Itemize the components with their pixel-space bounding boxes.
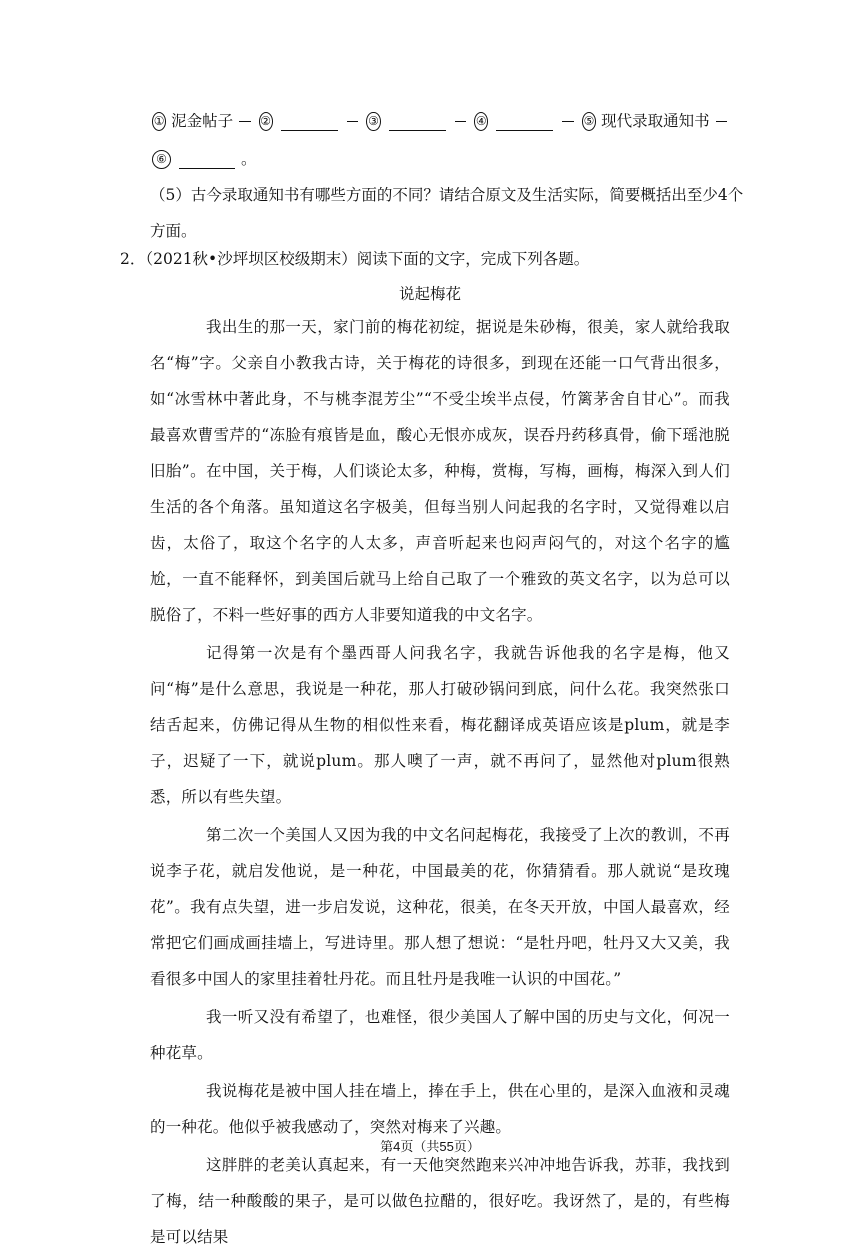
- article-paragraph-5: 我说梅花是被中国人挂在墙上，捧在手上，供在心里的，是深入血液和灵魂的一种花。他似乎被我感动了，突然对梅来了兴趣。: [150, 1082, 730, 1136]
- answer-blank-4[interactable]: [496, 112, 553, 131]
- answer-blank-3[interactable]: [389, 112, 446, 131]
- question-5-line-2: 方面。: [150, 222, 197, 240]
- circle-number-1: ①: [152, 112, 166, 131]
- circle-number-4: ④: [474, 112, 488, 131]
- sequence-item-5: 现代录取通知书: [601, 112, 710, 130]
- article-paragraph-2: 记得第一次是有个墨西哥人问我名字，我就告诉他我的名字是梅，他又问“梅”是什么意思，我说是一种花，那人打破砂锅问到底，问什么花。我突然张口结舌起来，仿佛记得从生物的相似性来看，梅花翻译成英语应该是plum，就是李子，迟疑了一下，就说plum。那人噢了一声，就不再问了，显然他对plum很熟悉，所以有些失望。: [150, 644, 730, 806]
- answer-blank-6[interactable]: [179, 150, 235, 169]
- period-mark: 。: [241, 150, 257, 168]
- article-body: [150, 309, 730, 1257]
- dash-separator: [716, 121, 727, 122]
- article-paragraph-3: 第二次一个美国人又因为我的中文名问起梅花，我接受了上次的教训，不再说李子花，就启发他说，是一种花，中国最美的花，你猜猜看。那人就说“是玫瑰花”。我有点失望，进一步启发说，这种花，很美，在冬天开放，中国人最喜欢，经常把它们画成画挂墙上，写进诗里。那人想了想说：“是牡丹吧，牡丹又大又美，我看很多中国人的家里挂着牡丹花。而且牡丹是我唯一认识的中国花。”: [150, 826, 730, 988]
- sequence-fill-line: [150, 106, 730, 136]
- article-paragraph-6: 这胖胖的老美认真起来，有一天他突然跑来兴冲冲地告诉我，苏菲，我找到了梅，结一种酸酸的果子，是可以做色拉醋的，很好吃。我讶然了，是的，有些梅是可以结果: [150, 1156, 730, 1246]
- circle-number-2: ②: [259, 112, 273, 131]
- circle-number-6: ⑥: [152, 150, 171, 169]
- item-2-heading: 2．（2021秋•沙坪坝区校级期末）阅读下面的文字，完成下列各题。: [120, 250, 590, 268]
- circle-number-3: ③: [366, 112, 380, 131]
- question-5-line-1: （5）古今录取通知书有哪些方面的不同？请结合原文及生活实际，简要概括出至少4个: [150, 186, 744, 204]
- circle-number-5: ⑤: [582, 112, 596, 131]
- article-paragraph-1: 我出生的那一天，家门前的梅花初绽，据说是朱砂梅，很美，家人就给我取名“梅”字。父亲自小教我古诗，关于梅花的诗很多，到现在还能一口气背出很多，如“冰雪林中著此身，不与桃李混芳尘”“不受尘埃半点侵，竹篱茅舍自甘心”。而我最喜欢曹雪芹的“冻脸有痕皆是血，酸心无恨亦成灰，误吞丹药移真骨，偷下瑶池脱旧胎”。在中国，关于梅，人们谈论太多，种梅，赏梅，写梅，画梅，梅深入到人们生活的各个角落。虽知道这名字极美，但每当别人问起我的名字时，又觉得难以启齿，太俗了，取这个名字的人太多，声音听起来也闷声闷气的，对这个名字的尴尬，一直不能释怀，到美国后就马上给自己取了一个雅致的英文名字，以为总可以脱俗了，不料一些好事的西方人非要知道我的中文名字。: [150, 318, 730, 624]
- dash-separator: [562, 121, 573, 122]
- question-fill-area: [150, 106, 744, 246]
- answer-blank-2[interactable]: [281, 112, 338, 131]
- sequence-fill-line-2: [150, 144, 730, 174]
- dash-separator: [239, 121, 250, 122]
- page-footer: 第4页（共55页）: [380, 1139, 480, 1154]
- sequence-item-1: 泥金帖子: [171, 112, 234, 130]
- dash-separator: [347, 121, 358, 122]
- article-paragraph-4: 我一听又没有希望了，也难怪，很少美国人了解中国的历史与文化，何况一种花草。: [150, 1008, 730, 1062]
- article-title: 说起梅花: [398, 285, 461, 303]
- dash-separator: [455, 121, 466, 122]
